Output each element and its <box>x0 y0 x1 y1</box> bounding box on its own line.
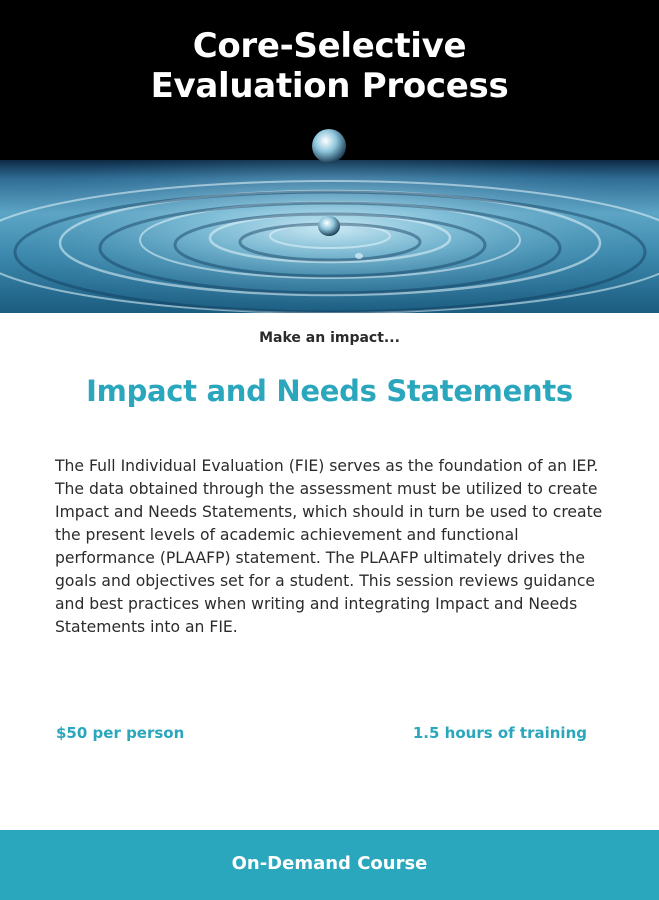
section-heading: Impact and Needs Statements <box>86 374 573 408</box>
page-title <box>0 26 659 106</box>
page-title-line-2: Evaluation Process <box>150 66 509 106</box>
course-type-label: On-Demand Course <box>231 852 428 874</box>
course-description: The Full Individual Evaluation (FIE) serves as the foundation of an IEP. The data obtained through the assessment must be utilized to create Impact and Needs Statements, which should in turn be used to create the present levels of academic achievement and functional performance (PLAAFP) statement. The PLAAFP ultimately drives the goals and objectives set for a student. This session reviews guidance and best practices when writing and integrating Impact and Needs Statements into an FIE. <box>55 457 603 636</box>
tagline: Make an impact... <box>259 330 400 346</box>
hero-banner <box>0 0 659 313</box>
duration-label: 1.5 hours of training <box>412 724 587 742</box>
page-title-line-1: Core-Selective <box>192 26 467 66</box>
price-label: $50 per person <box>56 724 185 742</box>
footer-banner <box>0 830 659 900</box>
